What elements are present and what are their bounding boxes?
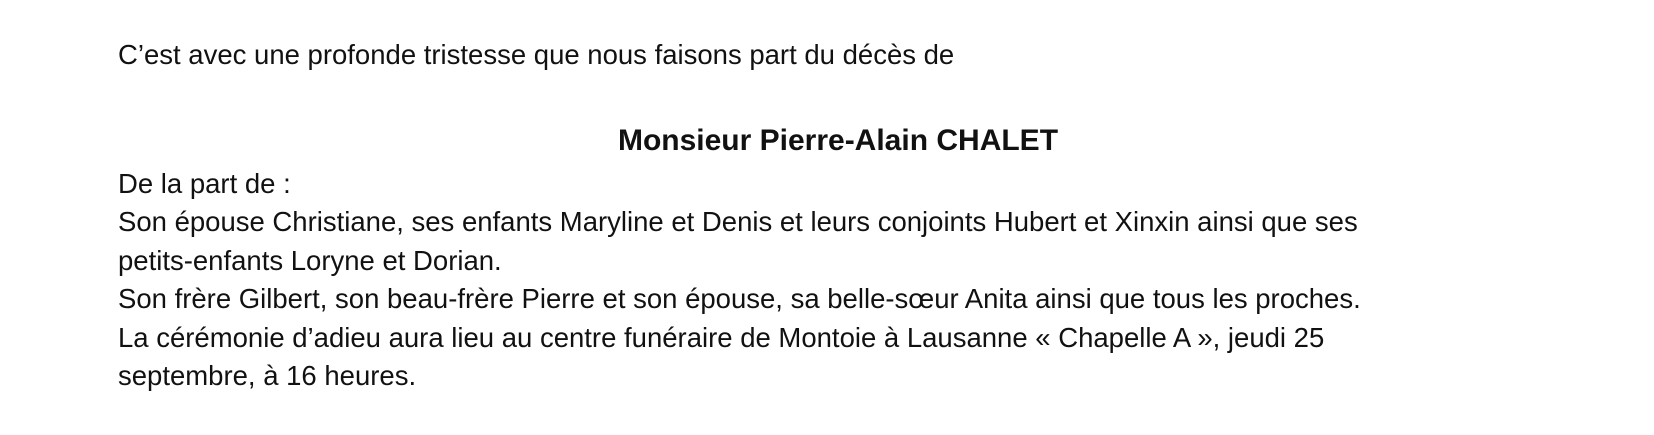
body-line-ceremony-1: La cérémonie d’adieu aura lieu au centre funéraire de Montoie à Lausanne « Chapelle A », jeudi 25 <box>118 321 1325 353</box>
deceased-name-title: Monsieur Pierre-Alain CHALET <box>617 123 1059 157</box>
body-line-family-1: Son épouse Christiane, ses enfants Maryline et Denis et leurs conjoints Hubert et Xinxin ainsi que ses <box>118 206 1358 237</box>
intro-line: C’est avec une profonde tristesse que nous faisons part du décès de <box>118 39 955 70</box>
from-label: De la part de : <box>118 167 291 199</box>
body-line-ceremony-2: septembre, à 16 heures. <box>118 360 417 391</box>
body-line-family-3: Son frère Gilbert, son beau-frère Pierre et son épouse, sa belle-sœur Anita ainsi que tous les proches. <box>118 283 1361 314</box>
body-line-family-2: petits-enfants Loryne et Dorian. <box>118 244 502 276</box>
